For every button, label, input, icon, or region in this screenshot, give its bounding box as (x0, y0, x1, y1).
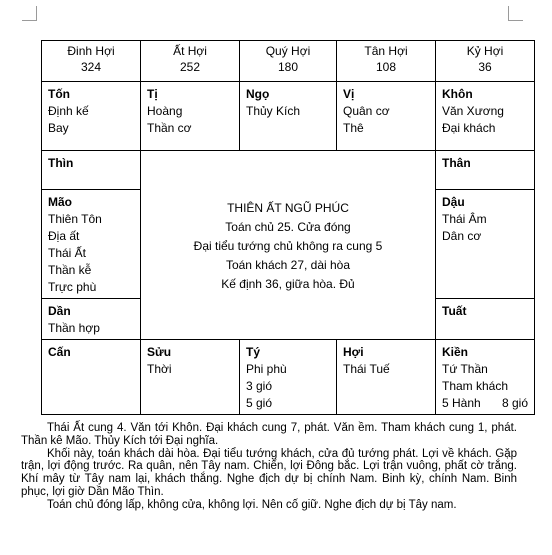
page-corner-mark-left (22, 6, 37, 21)
cell-vi: Vị Quân cơ Thê (337, 82, 436, 151)
paragraph-1: Thái Ất cung 4. Văn tới Khôn. Đại khách cung 7, phát. Văn ềm. Tham khách cung 1, phát. Thần kê Mão. Thủy Kích tới Đại nghĩa. (21, 422, 517, 447)
cell-tuat: Tuất (436, 299, 535, 340)
page-corner-mark-right (508, 6, 523, 21)
cell-can: Cấn (42, 340, 141, 415)
cell-ngo: Ngọ Thủy Kích (240, 82, 337, 151)
cell-thin: Thìn (42, 151, 141, 190)
cell-dau: Dậu Thái Âm Dân cơ (436, 190, 535, 299)
cell-khon: Khôn Văn Xương Đại khách (436, 82, 535, 151)
center-summary: THIÊN ẤT NGŨ PHÚC Toán chủ 25. Cửa đóng Đại tiểu tướng chủ không ra cung 5 Toán khách 27, dài hòa Kế định 36, giữa hòa. Đủ (141, 151, 436, 340)
cell-ty: Tý Phi phù 3 gió 5 gió (240, 340, 337, 415)
header-cell-quy-hoi: Quý Hợi 180 (240, 41, 337, 82)
cell-kien: Kiền Tứ Thần Tham khách 5 Hành 8 gió (436, 340, 535, 415)
header-cell-dinh-hoi: Đinh Hợi 324 (42, 41, 141, 82)
header-cell-ky-hoi: Kỷ Hợi 36 (436, 41, 535, 82)
commentary-text (21, 422, 517, 512)
paragraph-3: Toán chủ đóng lấp, không cửa, không lợi. Nên cố giữ. Nghe địch dự bị Tây nam. (47, 498, 457, 511)
cell-hoi: Hợi Thái Tuế (337, 340, 436, 415)
center-title: THIÊN ẤT NGŨ PHÚC (227, 200, 349, 215)
cell-dan: Dần Thần hợp (42, 299, 141, 340)
divination-grid (41, 40, 535, 415)
paragraph-2: Khối này, toán khách dài hòa. Đại tiểu tướng khách, cửa đủ tướng phát. Lợi về khách. Gặp trận, lợi động trước. Ra quân, nên Tây nam. Chiến, lợi Đông bắc. Lợi trận vuông, phất cờ trắng. Khí mây từ Tây nam lại, khách thắng. Nghe địch dự bị chính Nam. Binh kỳ, chính Nam. Binh phục, lợi giờ Dần Mão Thìn. (21, 447, 517, 498)
header-cell-at-hoi: Ất Hợi 252 (141, 41, 240, 82)
header-cell-tan-hoi: Tân Hợi 108 (337, 41, 436, 82)
cell-ton: Tốn Định kế Bay (42, 82, 141, 151)
cell-mao: Mão Thiên Tôn Địa ất Thái Ất Thần kễ Trực phù (42, 190, 141, 299)
cell-ti: Tị Hoàng Thần cơ (141, 82, 240, 151)
cell-suu: Sửu Thời (141, 340, 240, 415)
cell-than: Thân (436, 151, 535, 190)
